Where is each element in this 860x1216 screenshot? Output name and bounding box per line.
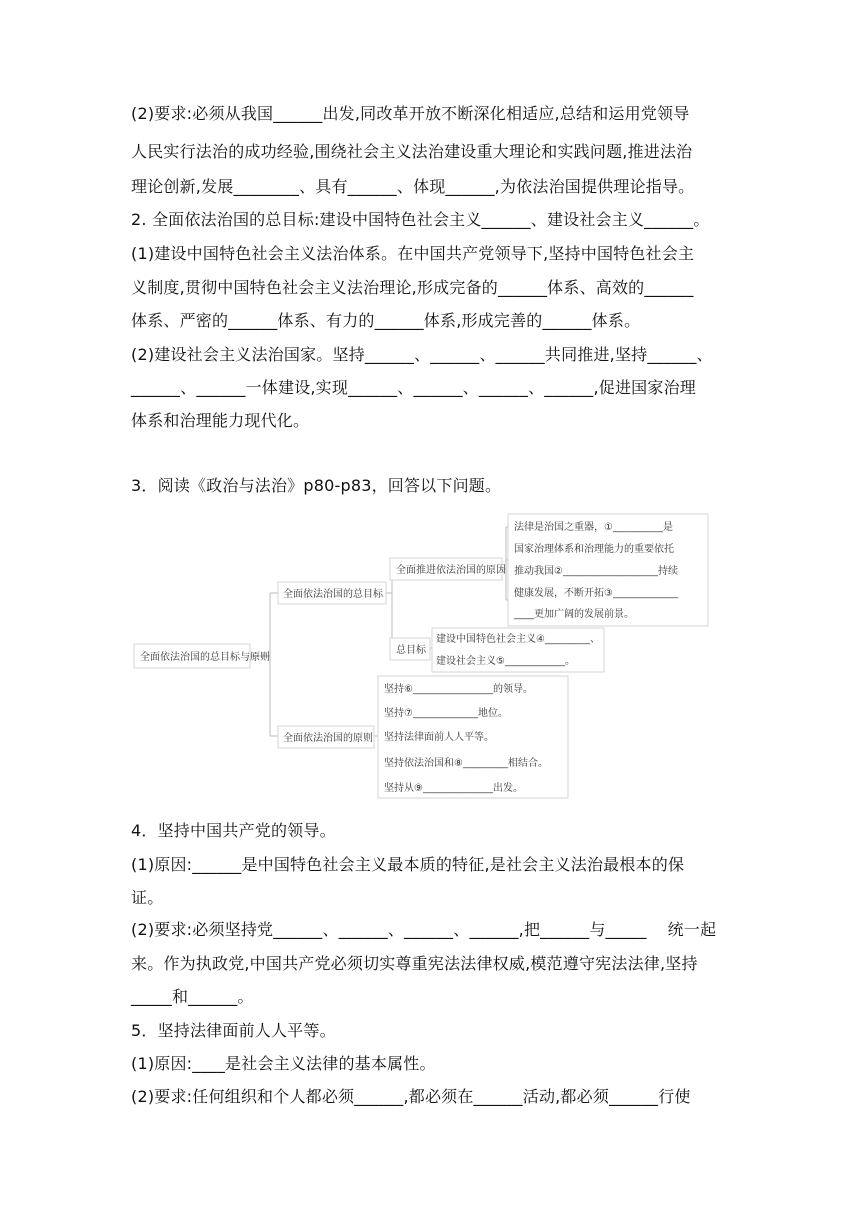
- reason-line: 法律是治国之重器，①__________是: [514, 522, 673, 533]
- principle-node: 全面依法治国的原则: [283, 733, 373, 744]
- reason-line: ____更加广阔的发展前景。: [514, 609, 634, 620]
- text-line: 来。作为执政党,中国共产党必须切实尊重宪法法律权威,模范遵守宪法法律,坚持: [131, 954, 698, 973]
- text-line: (2)建设社会主义法治国家。坚持______、______、______共同推进,坚持______、: [131, 345, 713, 364]
- section-heading: 4．坚持中国共产党的领导。: [131, 821, 336, 840]
- reason-node: 全面推进依法治国的原因: [396, 565, 506, 576]
- principle-line: 坚持从⑨______________出发。: [384, 783, 523, 794]
- text-line: (1)建设中国特色社会主义法治体系。在中国共产党领导下,坚持中国特色社会主: [131, 244, 695, 263]
- section-heading: 3．阅读《政治与法治》p80-p83，回答以下问题。: [131, 476, 502, 495]
- section-heading: 2. 全面依法治国的总目标:建设中国特色社会主义______、建设社会主义______。: [131, 210, 710, 229]
- principle-line: 坚持法律面前人人平等。: [384, 732, 494, 743]
- reason-line: 推动我国②___________________持续: [514, 566, 678, 577]
- target-line: 建设中国特色社会主义④_________、: [436, 634, 600, 645]
- text-line: (2)要求:必须坚持党______、______、______、______,把______与_____ 统一起: [131, 920, 717, 939]
- text-line: (1)原因:______是中国特色社会主义最本质的特征,是社会主义法治最根本的保: [131, 855, 685, 874]
- text-line: 证。: [131, 888, 164, 907]
- text-line: (1)原因:____是社会主义法律的基本属性。: [131, 1054, 436, 1073]
- section-heading: 5．坚持法律面前人人平等。: [131, 1021, 336, 1040]
- text-line: ______、______一体建设,实现______、______、______、______,促进国家治理: [131, 378, 696, 397]
- text-line: 人民实行法治的成功经验,围绕社会主义法治建设重大理论和实践问题,推进法治: [131, 142, 693, 161]
- text-line: (2)要求:任何组织和个人都必须______,都必须在______活动,都必须______行使: [131, 1087, 691, 1106]
- principle-line: 坚持依法治国和⑧_________相结合。: [384, 758, 548, 769]
- text-line: 体系、严密的______体系、有力的______体系,形成完善的______体系。: [131, 311, 641, 330]
- principle-line: 坚持⑥________________的领导。: [384, 684, 533, 695]
- principle-line: 坚持⑦_____________地位。: [384, 708, 508, 719]
- reason-line: 健康发展，不断开拓③_____________: [514, 588, 678, 599]
- goal-node: 全面依法治国的总目标: [283, 589, 383, 600]
- root-node: 全面依法治国的总目标与原则: [140, 652, 270, 663]
- connector: [386, 569, 396, 648]
- target-node: 总目标: [396, 645, 426, 656]
- text-line: _____和______。: [131, 987, 254, 1006]
- text-line: 义制度,贯彻中国特色社会主义法治理论,形成完备的______体系、高效的______: [131, 278, 694, 297]
- connector: [250, 593, 278, 736]
- text-line: 体系和治理能力现代化。: [131, 411, 310, 430]
- text-line: 理论创新,发展________、具有______、体现______,为依法治国提供理论指导。: [131, 177, 695, 196]
- target-line: 建设社会主义⑤____________。: [436, 656, 575, 667]
- text-line: (2)要求:必须从我国______出发,同改革开放不断深化相适应,总结和运用党领导: [131, 104, 690, 123]
- reason-line: 国家治理体系和治理能力的重要依托: [514, 544, 674, 555]
